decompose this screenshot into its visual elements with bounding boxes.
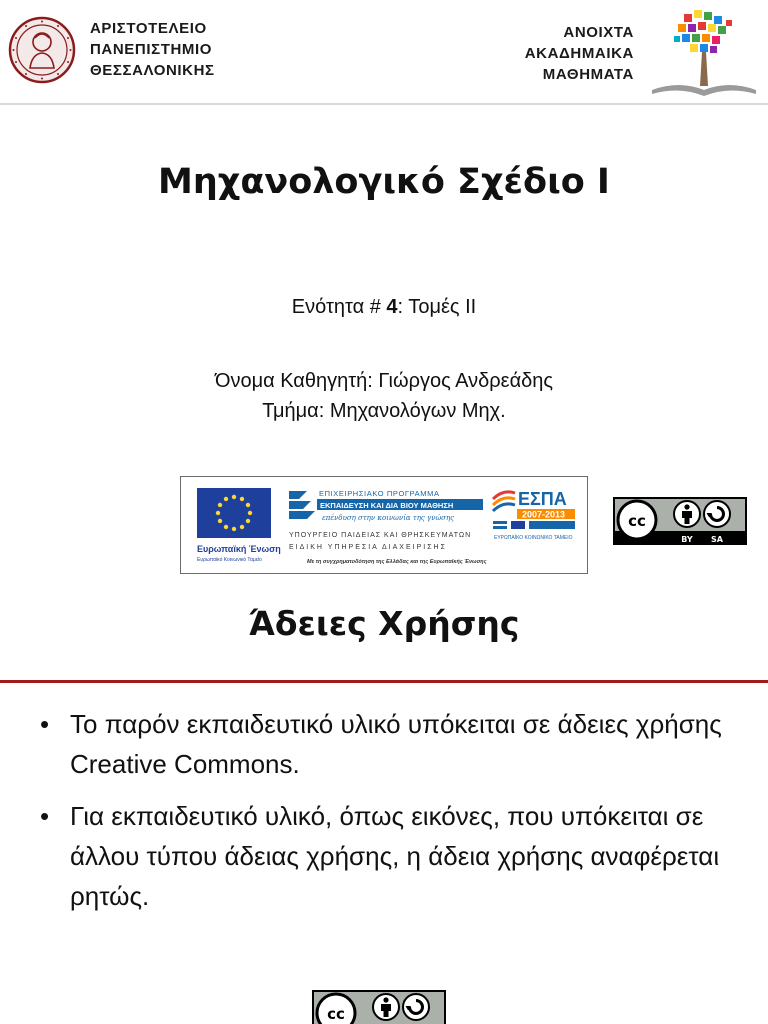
program-line-1: ΕΠΙΧΕΙΡΗΣΙΑΚΟ ΠΡΟΓΡΑΜΜΑ	[319, 489, 440, 498]
sa-label: SA	[711, 535, 723, 544]
header-divider	[0, 103, 768, 105]
licenses-title: Άδειες Χρήσης	[248, 604, 520, 643]
cofunding-note: Με τη συγχρηματοδότηση της Ελλάδας και της Ευρωπαϊκής Ένωσης	[307, 559, 487, 565]
course-title: Μηχανολογικό Σχέδιο Ι	[158, 162, 610, 202]
course-info	[0, 366, 768, 426]
program-name	[434, 22, 634, 85]
funding-logos-graphic	[181, 477, 589, 575]
bullet-icon: •	[40, 709, 50, 739]
bullet-text: Για εκπαιδευτικό υλικό, όπως εικόνες, που υπόκειται σε άλλου τύπου άδειας χρήσης, η άδεια χρήσης αναφέρεται ρητώς.	[70, 801, 720, 911]
cc-by-sa-icon	[312, 990, 446, 1024]
unit-title: : Τομές ΙΙ	[397, 296, 477, 318]
professor-name: Όνομα Καθηγητή: Γιώργος Ανδρεάδης	[214, 370, 554, 392]
espa-label: ΕΣΠΑ	[518, 489, 567, 509]
by-label: BY	[681, 535, 693, 544]
open-courses-tree-icon	[644, 6, 764, 98]
program-name-line: ΑΝΟΙΧΤΑ	[563, 24, 634, 41]
funding-logos	[180, 476, 588, 574]
university-seal-icon	[8, 16, 76, 84]
university-name-line: ΘΕΣΣΑΛΟΝΙΚΗΣ	[90, 62, 215, 79]
bullet-text: Το παρόν εκπαιδευτικό υλικό υπόκειται σε άδειες χρήσης Creative Commons.	[70, 709, 722, 779]
cc-by-sa-icon	[613, 497, 747, 545]
cc-label: cc	[327, 1005, 345, 1023]
eu-sublabel: Ευρωπαϊκό Κοινωνικό Ταμείο	[197, 557, 262, 563]
license-bullets	[40, 704, 740, 928]
list-item	[40, 796, 740, 916]
bullet-icon: •	[40, 801, 50, 831]
department-name: Τμήμα: Μηχανολόγων Μηχ.	[262, 400, 506, 422]
program-name-line: ΜΑΘΗΜΑΤΑ	[542, 66, 634, 83]
ministry-name: ΥΠΟΥΡΓΕΙΟ ΠΑΙΔΕΙΑΣ ΚΑΙ ΘΡΗΣΚΕΥΜΑΤΩΝ	[289, 532, 472, 539]
university-name-line: ΑΡΙΣΤΟΤΕΛΕΙΟ	[90, 20, 207, 37]
slide-header	[0, 0, 768, 104]
program-line-3: επένδυση στην κοινωνία της γνώσης	[322, 514, 455, 522]
program-name-line: ΑΚΑΔΗΜΑΙΚΑ	[524, 45, 634, 62]
espa-swoosh-icon	[493, 492, 515, 511]
license-badge-bottom	[312, 990, 446, 1024]
program-line-2: ΕΚΠΑΙΔΕΥΣΗ ΚΑΙ ΔΙΑ ΒΙΟΥ ΜΑΘΗΣΗ	[320, 501, 454, 510]
list-item	[40, 704, 740, 784]
cc-label: cc	[628, 512, 646, 530]
unit-line	[0, 296, 768, 319]
title-divider	[0, 680, 768, 683]
license-badge	[613, 497, 747, 545]
espa-years: 2007-2013	[522, 509, 566, 520]
university-name-line: ΠΑΝΕΠΙΣΤΗΜΙΟ	[90, 41, 213, 58]
agency-name: ΕΙΔΙΚΗ ΥΠΗΡΕΣΙΑ ΔΙΑΧΕΙΡΙΣΗΣ	[289, 544, 447, 551]
unit-number: 4	[386, 296, 398, 318]
university-name	[90, 18, 290, 81]
program-logo-icon	[289, 491, 315, 519]
eu-label: Ευρωπαϊκή Ένωση	[197, 544, 281, 554]
espa-sublabel: ΕΥΡΩΠΑΪΚΟ ΚΟΙΝΩΝΙΚΟ ΤΑΜΕΙΟ	[494, 535, 573, 541]
unit-prefix: Ενότητα #	[291, 296, 387, 318]
